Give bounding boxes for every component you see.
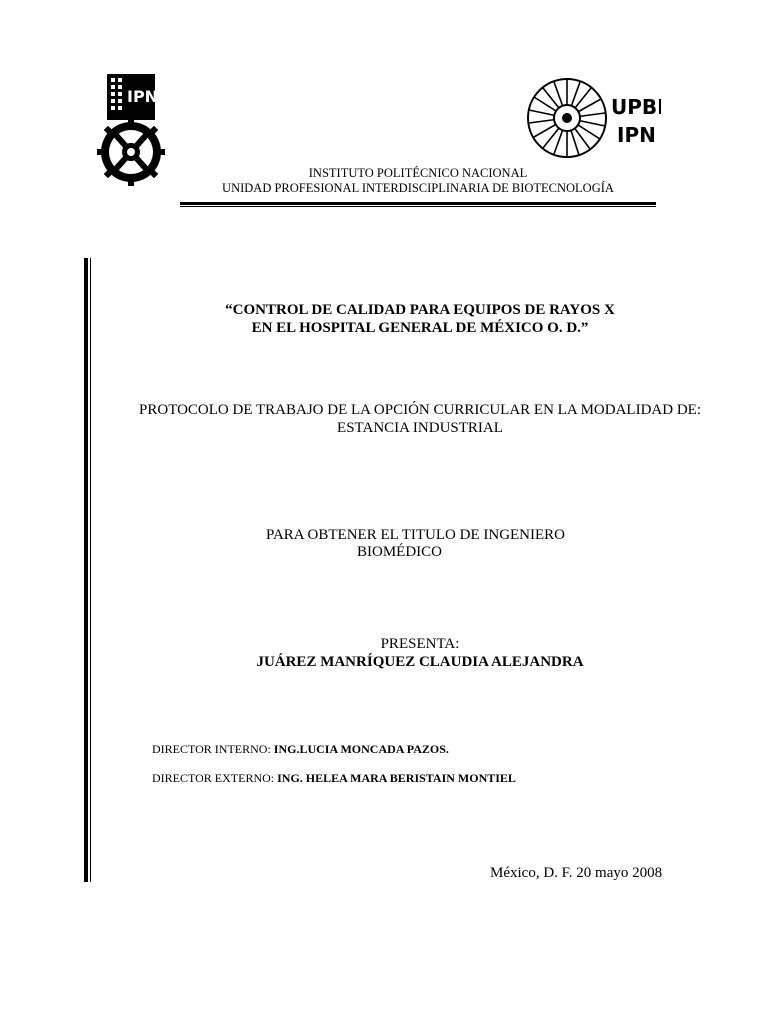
thesis-title-line-2: EN EL HOSPITAL GENERAL DE MÉXICO O. D.”: [251, 320, 589, 336]
degree-line-2: BIOMÉDICO: [357, 544, 442, 560]
upibi-logo: [525, 76, 661, 162]
svg-text:IPN: IPN: [127, 87, 159, 106]
header-rule-thin: [180, 206, 656, 207]
internal-director: [152, 742, 449, 757]
external-director-name: ING. HELEA MARA BERISTAIN MONTIEL: [277, 771, 516, 785]
ipn-logo: [95, 72, 167, 190]
header-rule-thick: [180, 202, 656, 205]
svg-text:UPBI: UPBI: [611, 95, 661, 119]
degree-line-1: PARA OBTENER EL TITULO DE INGENIERO: [266, 527, 566, 543]
margin-bar-thin: [90, 258, 91, 882]
thesis-title: [110, 301, 730, 337]
external-director-label: DIRECTOR EXTERNO:: [152, 771, 278, 785]
svg-text:IPN: IPN: [617, 123, 656, 147]
institution-header: [180, 166, 656, 196]
thesis-title-line-1: “CONTROL DE CALIDAD PARA EQUIPOS DE RAYOS X: [225, 302, 615, 318]
author-name: JUÁREZ MANRÍQUEZ CLAUDIA ALEJANDRA: [256, 654, 584, 670]
internal-director-label: DIRECTOR INTERNO:: [152, 742, 274, 756]
margin-bar-thick: [84, 258, 88, 882]
institute-name: INSTITUTO POLITÉCNICO NACIONAL: [308, 166, 528, 180]
internal-director-name: ING.LUCIA MONCADA PAZOS.: [273, 742, 449, 756]
protocol-description: [110, 401, 730, 437]
external-director: [152, 771, 516, 786]
upibi-emblem-icon: [525, 76, 661, 162]
ipn-emblem-icon: [95, 72, 167, 190]
protocol-line-1: PROTOCOLO DE TRABAJO DE LA OPCIÓN CURRICULAR EN LA MODALIDAD DE:: [139, 402, 701, 418]
protocol-line-2: ESTANCIA INDUSTRIAL: [337, 420, 503, 436]
place-and-date: México, D. F. 20 mayo 2008: [490, 865, 663, 881]
presenter-label: PRESENTA:: [380, 636, 460, 652]
unit-name: UNIDAD PROFESIONAL INTERDISCIPLINARIA DE BIOTECNOLOGÍA: [222, 181, 614, 195]
